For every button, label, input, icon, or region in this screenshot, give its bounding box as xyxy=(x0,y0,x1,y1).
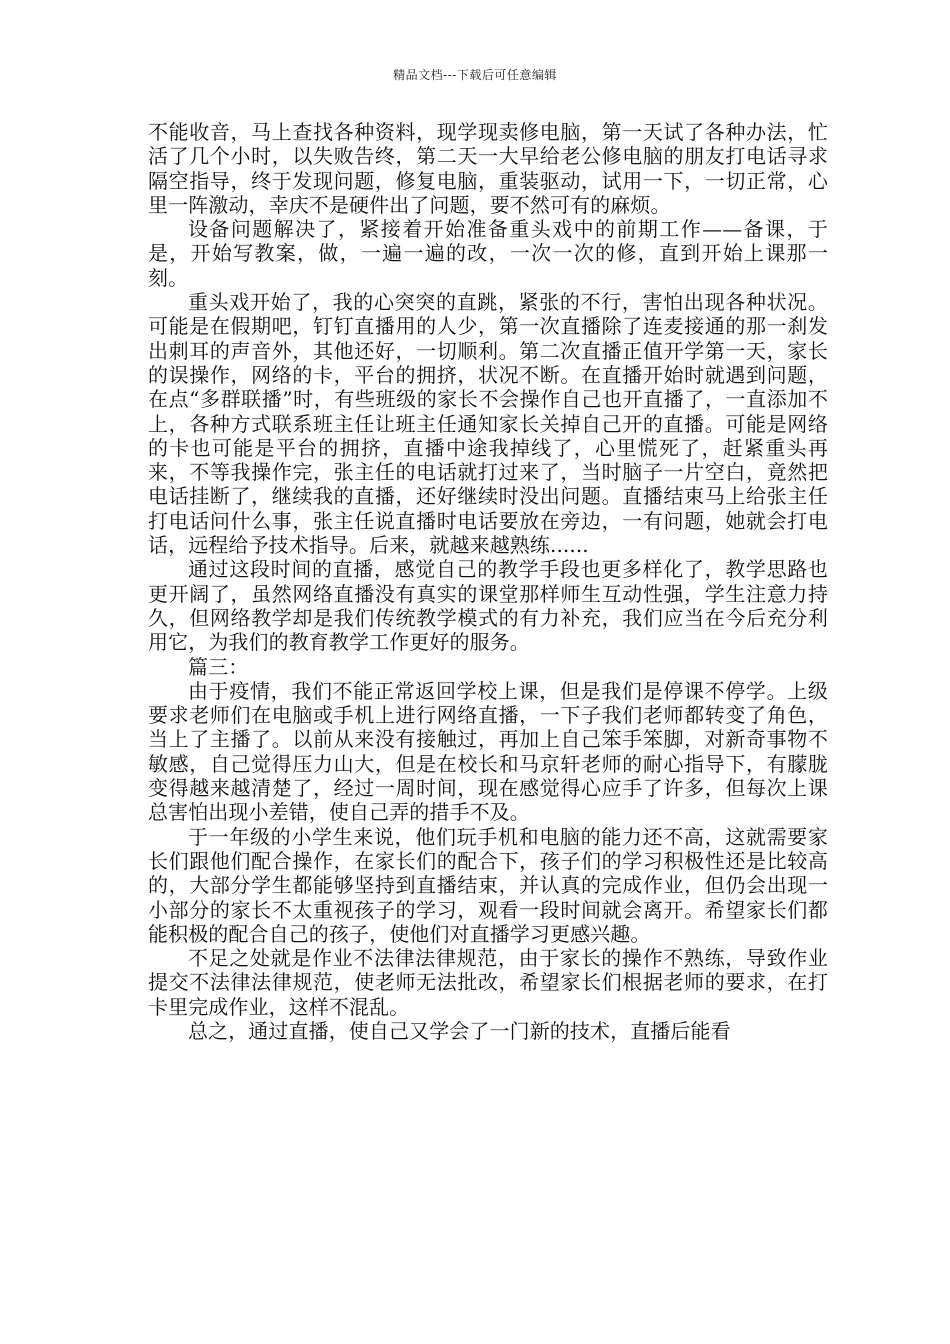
paragraph-1: 不能收音，马上查找各种资料，现学现卖修电脑，第一天试了各种办法，忙活了几个小时，以失败告终，第二天一大早给老公修电脑的朋友打电话寻求隔空指导，终于发现问题，修复电脑，重装驱动，试用一下，一切正常，心里一阵激动，幸庆不是硬件出了问题，要不然可有的麻烦。 xyxy=(148,120,828,217)
paragraph-7: 于一年级的小学生来说，他们玩手机和电脑的能力还不高，这就需要家长们跟他们配合操作，在家长们的配合下，孩子们的学习积极性还是比较高的，大部分学生都能够坚持到直播结束，并认真的完成作业，但仍会出现一小部分的家长不太重视孩子的学习，观看一段时间就会离开。希望家长们都能积极的配合自己的孩子，使他们对直播学习更感兴趣。 xyxy=(148,824,828,946)
section-heading: 篇三： xyxy=(188,654,249,679)
paragraph-6: 由于疫情，我们不能正常返回学校上课，但是我们是停课不停学。上级要求老师们在电脑或手机上进行网络直播，一下子我们老师都转变了角色，当上了主播了。以前从来没有接触过，再加上自己笨手笨脚，对新奇事物不敏感，自己觉得压力山大，但是在校长和马京轩老师的耐心指导下，有朦胧变得越来越清楚了，经过一周时间，现在感觉得心应手了许多，但每次上课总害怕出现小差错，使自己弄的措手不及。 xyxy=(148,678,828,825)
paragraph-2: 设备问题解决了，紧接着开始准备重头戏中的前期工作——备课，于是，开始写教案，做，一遍一遍的改，一次一次的修，直到开始上课那一刻。 xyxy=(148,217,828,290)
paragraph-4: 通过这段时间的直播，感觉自己的教学手段也更多样化了，教学思路也更开阔了，虽然网络直播没有真实的课堂那样师生互动性强，学生注意力持久，但网络教学却是我们传统教学模式的有力补充，我们应当在今后充分利用它，为我们的教育教学工作更好的服务。 xyxy=(148,557,828,655)
page-header: 精品文档---下载后可任意编辑 xyxy=(393,68,557,82)
paragraph-9: 总之，通过直播，使自己又学会了一门新的技术，直播后能看 xyxy=(188,1018,731,1043)
document-body xyxy=(148,120,828,1043)
paragraph-3: 重头戏开始了，我的心突突的直跳，紧张的不行，害怕出现各种状况。可能是在假期吧，钉钉直播用的人少，第一次直播除了连麦接通的那一刹发出刺耳的声音外，其他还好，一切顺利。第二次直播正值开学第一天，家长的误操作，网络的卡，平台的拥挤，状况不断。在直播开始时就遇到问题，在点“多群联播”时，有些班级的家长不会操作自己也开直播了，一直添加不上，各种方式联系班主任让班主任通知家长关掉自己开的直播。可能是网络的卡也可能是平台的拥挤，直播中途我掉线了，心里慌死了，赶紧重头再来，不等我操作完，张主任的电话就打过来了，当时脑子一片空白，竟然把电话挂断了，继续我的直播，还好继续时没出问题。直播结束马上给张主任打电话问什么事，张主任说直播时电话要放在旁边，一有问题，她就会打电话，远程给予技术指导。后来，就越来越熟练...... xyxy=(148,290,828,558)
paragraph-8: 不足之处就是作业不法律法律规范，由于家长的操作不熟练，导致作业提交不法律法律规范，使老师无法批改，希望家长们根据老师的要求，在打卡里完成作业，这样不混乱。 xyxy=(148,946,828,1019)
